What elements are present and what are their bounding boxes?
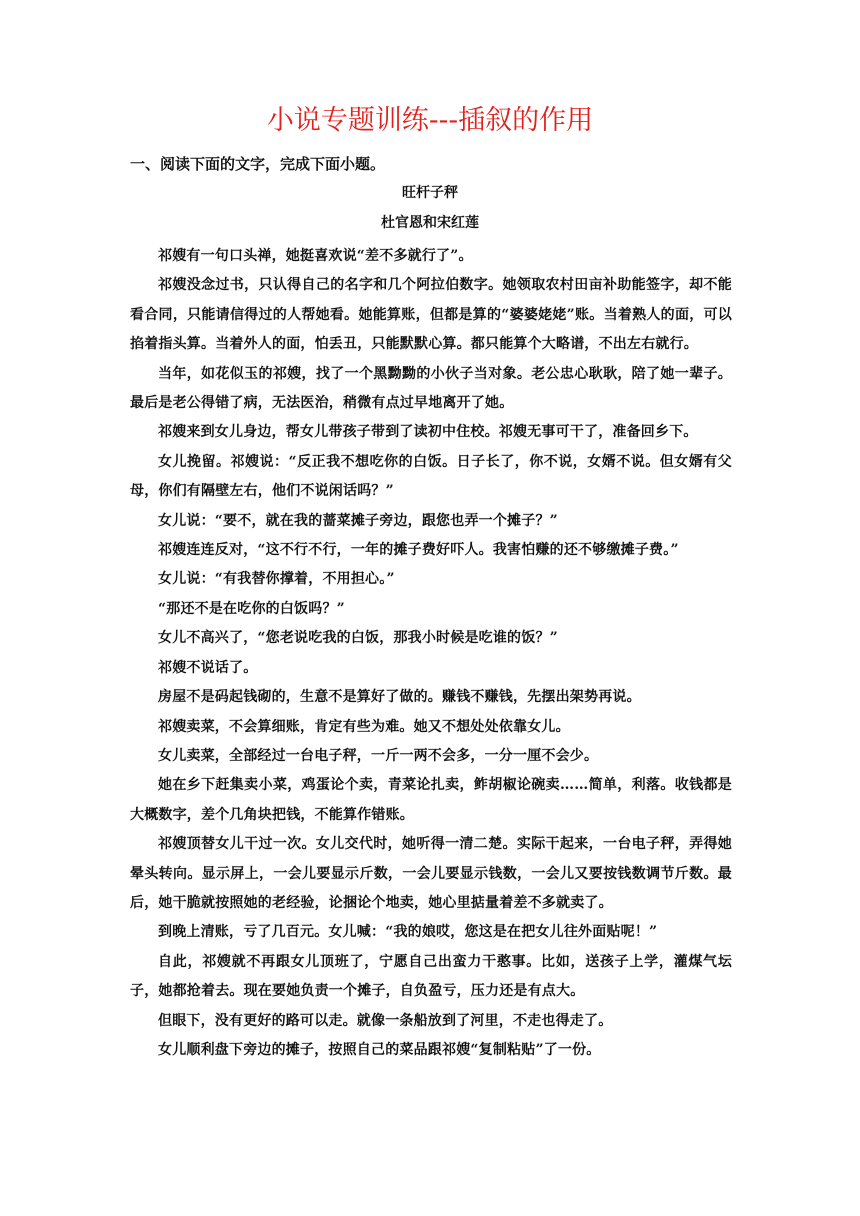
paragraph: 女儿不高兴了，“您老说吃我的白饭，那我小时候是吃谁的饭？” xyxy=(158,630,558,647)
paragraph: 祁嫂不说话了。 xyxy=(158,659,258,676)
paragraph: 当年，如花似玉的祁嫂，找了一个黑黝黝的小伙子当对象。老公忠心耿耿，陪了她一辈子。最后是老公得错了病，无法医治，稍微有点过早地离开了她。 xyxy=(130,365,732,412)
paragraph: 祁嫂来到女儿身边，帮女儿带孩子带到了读初中住校。祁嫂无事可干了，准备回乡下。 xyxy=(158,424,698,441)
paragraph: 自此，祁嫂就不再跟女儿顶班了，宁愿自己出蛮力干憨事。比如，送孩子上学，灌煤气坛子，她都抢着去。现在要她负责一个摊子，自负盈亏，压力还是有点大。 xyxy=(130,953,732,1000)
paragraph: 女儿挽留。祁嫂说：“反正我不想吃你的白饭。日子长了，你不说，女婿不说。但女婿有父母，你们有隔壁左右，他们不说闲话吗？” xyxy=(130,453,732,500)
paragraph: 到晚上清账，亏了几百元。女儿喊：“我的娘哎，您这是在把女儿往外面贴呢！” xyxy=(158,924,658,941)
paragraph: 祁嫂卖菜，不会算细账，肯定有些为难。她又不想处处依靠女儿。 xyxy=(158,718,570,735)
paragraph: 祁嫂有一句口头禅，她挺喜欢说“差不多就行了”。 xyxy=(158,248,473,264)
paragraph: “那还不是在吃你的白饭吗？” xyxy=(158,600,345,617)
paragraph: 祁嫂没念过书，只认得自己的名字和几个阿拉伯数字。她领取农村田亩补助能签字，却不能看合同，只能请信得过的人帮她看。她能算账，但都是算的“婆婆姥姥”账。当着熟人的面，可以掐着指头算。当着外人的面，怕丢丑，只能默默心算。都只能算个大略谱，不出左右就行。 xyxy=(130,277,732,353)
paragraph: 女儿说：“要不，就在我的蔷菜摊子旁边，跟您也弄一个摊子？” xyxy=(158,512,558,529)
paragraph: 祁嫂连连反对，“这不行不行，一年的摊子费好吓人。我害怕赚的还不够缴摊子费。” xyxy=(158,542,679,559)
paragraph: 房屋不是码起钱砌的，生意不是算好了做的。赚钱不赚钱，先摆出架势再说。 xyxy=(158,689,641,706)
story-authors: 杜官恩和宋红莲 xyxy=(381,215,479,231)
story-title: 旺杆子秤 xyxy=(402,185,458,201)
paragraph: 她在乡下赶集卖小菜，鸡蛋论个卖，青菜论扎卖，鲊胡椒论碗卖……简单，利落。收钱都是大概数字，差个几角块把钱，不能算作错账。 xyxy=(130,777,732,823)
paragraph: 女儿卖菜，全部经过一台电子秤，一斤一两不会多，一分一厘不会少。 xyxy=(158,747,599,764)
paragraph: 但眼下，没有更好的路可以走。就像一条船放到了河里，不走也得走了。 xyxy=(158,1012,613,1029)
question-heading: 一、阅读下面的文字，完成下面小题。 xyxy=(130,155,386,173)
paragraph: 女儿顺利盘下旁边的摊子，按照自己的菜品跟祁嫂“复制粘贴”了一份。 xyxy=(158,1041,601,1058)
document-title: 小说专题训练---插叙的作用 xyxy=(266,105,594,136)
story-body xyxy=(130,242,732,1065)
paragraph: 女儿说：“有我替你撑着，不用担心。” xyxy=(158,571,395,588)
paragraph: 祁嫂顶替女儿干过一次。女儿交代时，她听得一清二楚。实际干起来，一台电子秤，弄得她晕头转向。显示屏上，一会儿要显示斤数，一会儿要显示钱数，一会儿又要按钱数调节斤数。最后，她干脆就按照她的老经验，论捆论个地卖，她心里掂量着差不多就卖了。 xyxy=(130,836,732,911)
